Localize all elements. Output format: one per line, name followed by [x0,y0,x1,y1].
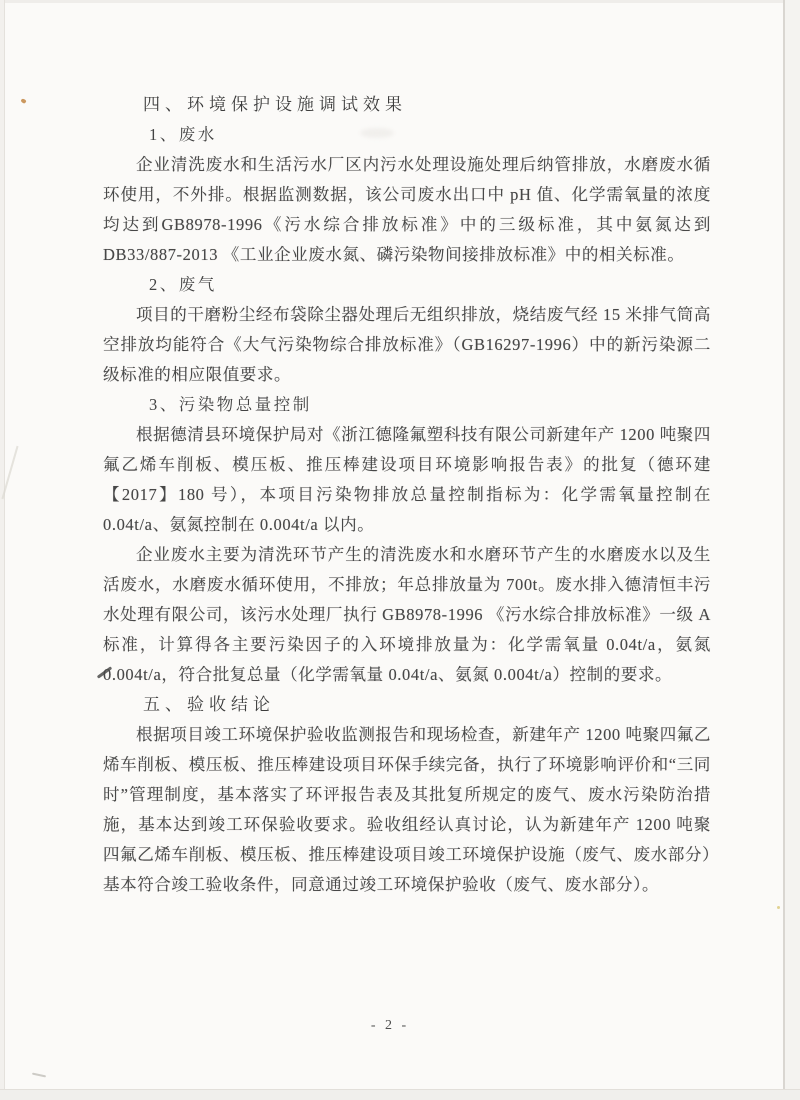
scan-edge-top [0,0,800,3]
scan-speck [777,906,780,909]
section-heading: 五、验收结论 [143,695,275,714]
scan-edge-left-line [4,0,5,1100]
section-heading: 四、环境保护设施调试效果 [143,95,407,114]
subsection-heading: 3、污染物总量控制 [149,395,312,414]
body-paragraph: 根据项目竣工环境保护验收监测报告和现场检查，新建年产 1200 吨聚四氟乙烯车削板、模压板、推压棒建设项目环保手续完备，执行了环境影响评价和“三同时”管理制度，基本落实了环评报告表及其批复所规定的废气、废水污染防治措施，基本达到竣工环保验收要求。验收组经认真讨论，认为新建年产 1200 吨聚四氟乙烯车削板、模压板、推压棒建设项目竣工环境保护设施（废气、废水部分）基本符合竣工验收条件，同意通过竣工环境保护验收（废气、废水部分）。 [103,725,711,894]
scan-edge-bottom [0,1090,800,1100]
document-body [103,90,711,900]
body-paragraph: 项目的干磨粉尘经布袋除尘器处理后无组织排放，烧结废气经 15 米排气筒高空排放均能符合《大气污染物综合排放标准》（GB16297-1996）中的新污染源二级标准的相应限值要求。 [103,305,711,384]
subsection-heading: 2、废气 [149,275,217,294]
body-paragraph: 根据德清县环境保护局对《浙江德隆氟塑科技有限公司新建年产 1200 吨聚四氟乙烯车削板、模压板、推压棒建设项目环境影响报告表》的批复（德环建【2017】180 号），本项目污染物排放总量控制指标为：化学需氧量控制在 0.04t/a、氨氮控制在 0.004t/a 以内。 [103,425,711,534]
body-paragraph: 企业清洗废水和生活污水厂区内污水处理设施处理后纳管排放，水磨废水循环使用，不外排。根据监测数据，该公司废水出口中 pH 值、化学需氧量的浓度均达到GB8978-1996《污水综合排放标准》中的三级标准，其中氨氮达到 DB33/887-2013 《工业企业废水氮、磷污染物间接排放标准》中的相关标准。 [103,155,711,264]
scan-smudge [32,1073,46,1078]
page-number: - 2 - [370,1018,410,1033]
body-paragraph: 企业废水主要为清洗环节产生的清洗废水和水磨环节产生的水磨废水以及生活废水，水磨废水循环使用，不排放；年总排放量为 700t。废水排入德清恒丰污水处理有限公司，该污水处理厂执行 GB8978-1996 《污水综合排放标准》一级 A 标准，计算得各主要污染因子的入环境排放量为：化学需氧量 0.04t/a，氨氮 0.004t/a，符合批复总量（化学需氧量 0.04t/a、氨氮 0.004t/a）控制的要求。 [103,545,711,684]
subsection-heading: 1、废水 [149,125,217,144]
scan-edge-right [785,0,800,1100]
scan-speck [20,98,26,104]
